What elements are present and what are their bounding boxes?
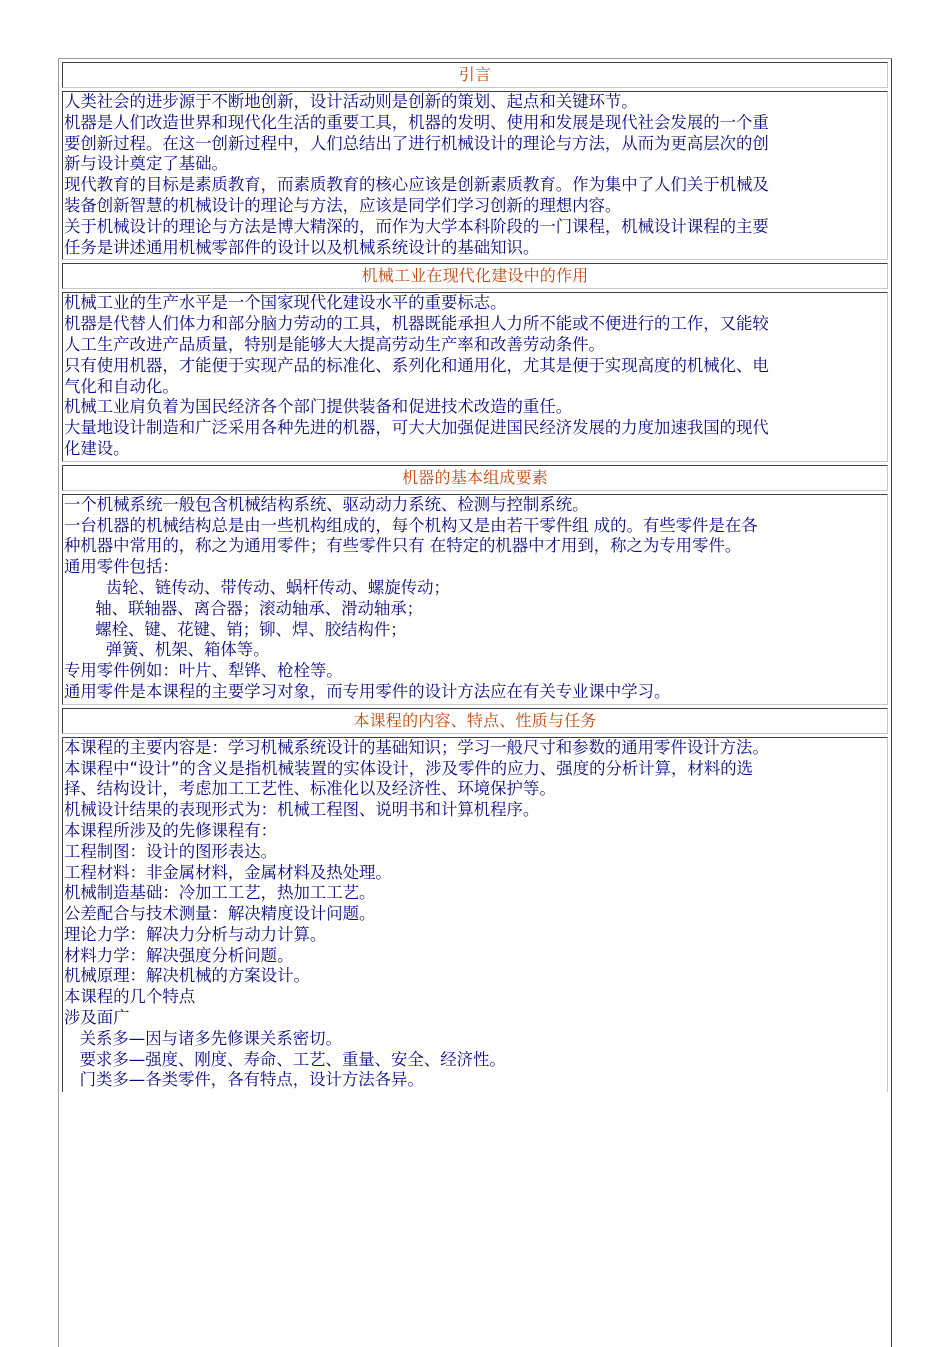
text-line: 涉及面广 [64, 1008, 130, 1028]
text-line: 通用零件包括： [64, 557, 179, 577]
section-title-machinery-industry-role: 机械工业在现代化建设中的作用 [62, 263, 888, 289]
text-line: 人类社会的进步源于不断地创新，设计活动则是创新的策划、起点和关键环节。 [64, 92, 638, 111]
text-line: 现代教育的目标是素质教育，而素质教育的核心应该是创新素质教育。作为集中了人们关于机械及 [64, 175, 769, 195]
section-title-course-content: 本课程的内容、特点、性质与任务 [62, 708, 888, 734]
text-line: 专用零件例如：叶片、犁铧、枪栓等。 [64, 661, 343, 681]
text-line: 公差配合与技术测量：解决精度设计问题。 [64, 904, 376, 924]
text-line: 只有使用机器，才能便于实现产品的标准化、系列化和通用化，尤其是便于实现高度的机械化、电 [64, 355, 769, 375]
text-line: 气化和自动化。 [64, 376, 179, 396]
text-line: 关系多—因与诸多先修课关系密切。 [64, 1028, 342, 1048]
text-line: 齿轮、链传动、带传动、蜗杆传动、螺旋传动； [64, 577, 450, 597]
text-line: 螺栓、键、花键、销；铆、焊、胶结构件； [64, 619, 407, 639]
text-line: 新与设计奠定了基础。 [64, 154, 228, 174]
text-line: 要创新过程。在这一创新过程中，人们总结出了进行机械设计的理论与方法，从而为更高层次的创 [64, 133, 769, 153]
text-line: 一台机器的机械结构总是由一些机构组成的，每个机构又是由若干零件组 成的。有些零件是在各 [64, 515, 758, 535]
text-line: 机械原理：解决机械的方案设计。 [64, 966, 310, 986]
text-line: 本课程的几个特点 [64, 987, 196, 1007]
text-line: 机器是代替人们体力和部分脑力劳动的工具，机器既能承担人力所不能或不便进行的工作，又能较 [64, 314, 769, 334]
text-line: 工程制图：设计的图形表达。 [64, 841, 278, 861]
text-line: 机械制造基础：冷加工工艺，热加工工艺。 [64, 883, 376, 903]
section-body-machinery-industry-role [62, 292, 888, 461]
text-line: 通用零件是本课程的主要学习对象，而专用零件的设计方法应在有关专业课中学习。 [64, 681, 671, 701]
text-line: 一个机械系统一般包含机械结构系统、驱动动力系统、检测与控制系统。 [64, 494, 589, 514]
content-table [58, 58, 892, 1347]
text-line: 装备创新智慧的机械设计的理论与方法，应该是同学们学习创新的理想内容。 [64, 195, 622, 215]
text-line: 化建设。 [64, 438, 130, 458]
section-body-intro [62, 91, 888, 260]
text-line: 机械工业肩负着为国民经济各个部门提供装备和促进技术改造的重任。 [64, 397, 573, 417]
section-body-course-content [62, 737, 888, 1093]
text-line: 轴、联轴器、离合器；滚动轴承、滑动轴承； [64, 598, 424, 618]
text-line: 理论力学：解决力分析与动力计算。 [64, 924, 327, 944]
section-title-intro: 引言 [62, 62, 888, 88]
text-line: 种机器中常用的，称之为通用零件；有些零件只有 在特定的机器中才用到，称之为专用零件。 [64, 536, 742, 556]
text-line: 机械设计结果的表现形式为：机械工程图、说明书和计算机程序。 [64, 800, 540, 820]
text-line: 材料力学：解决强度分析问题。 [64, 945, 294, 965]
text-line: 大量地设计制造和广泛采用各种先进的机器，可大大加强促进国民经济发展的力度加速我国的现代 [64, 418, 769, 438]
text-line: 工程材料：非金属材料，金属材料及热处理。 [64, 862, 392, 882]
text-line: 择、结构设计，考虑加工工艺性、标准化以及经济性、环境保护等。 [64, 779, 556, 799]
section-body-machine-components [62, 494, 888, 705]
text-line: 本课程的主要内容是：学习机械系统设计的基础知识；学习一般尺寸和参数的通用零件设计方法。 [64, 737, 769, 757]
text-line: 任务是讲述通用机械零部件的设计以及机械系统设计的基础知识。 [64, 237, 540, 257]
text-line: 关于机械设计的理论与方法是博大精深的，而作为大学本科阶段的一门课程，机械设计课程的主要 [64, 216, 769, 236]
text-line: 弹簧、机架、箱体等。 [64, 640, 270, 660]
text-line: 人工生产改进产品质量，特别是能够大大提高劳动生产率和改善劳动条件。 [64, 334, 605, 354]
section-title-machine-components: 机器的基本组成要素 [62, 465, 888, 491]
text-line: 机器是人们改造世界和现代化生活的重要工具，机器的发明、使用和发展是现代社会发展的一个重 [64, 112, 769, 132]
text-line: 要求多—强度、刚度、寿命、工艺、重量、安全、经济性。 [64, 1049, 506, 1069]
text-line: 本课程所涉及的先修课程有： [64, 820, 278, 840]
text-line: 本课程中“设计”的含义是指机械装置的实体设计，涉及零件的应力、强度的分析计算，材料的选 [64, 758, 753, 778]
text-line: 机械工业的生产水平是一个国家现代化建设水平的重要标志。 [64, 293, 507, 313]
text-line: 门类多—各类零件，各有特点，设计方法各异。 [64, 1070, 424, 1090]
